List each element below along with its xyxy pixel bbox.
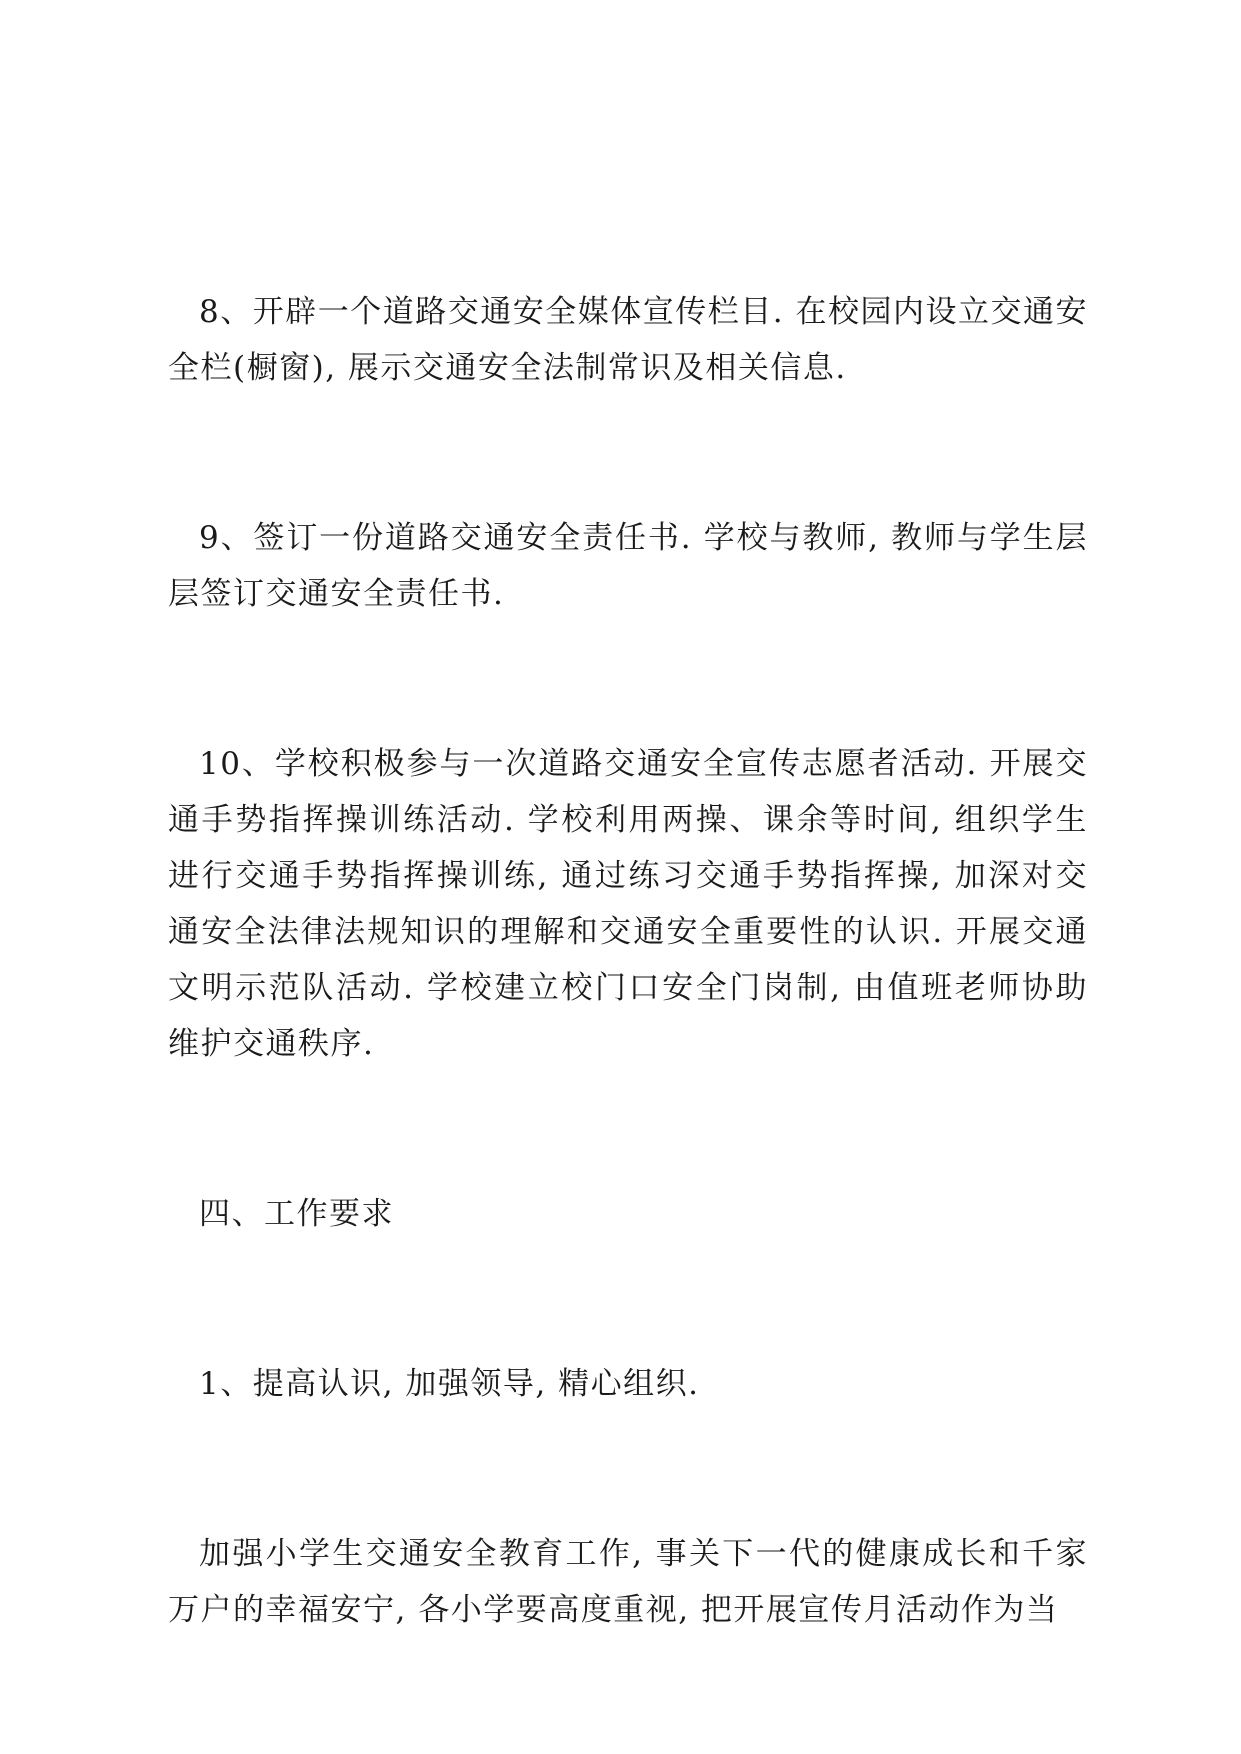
paragraph-item-8: 8、开辟一个道路交通安全媒体宣传栏目. 在校园内设立交通安全栏(橱窗), 展示交通安全法制常识及相关信息.: [168, 294, 1088, 386]
paragraph-item-10: 10、学校积极参与一次道路交通安全宣传志愿者活动. 开展交通手势指挥操训练活动. 学校利用两操、课余等时间, 组织学生进行交通手势指挥操训练, 通过练习交通手势指挥操, 加深对交通安全法律法规知识的理解和交通安全重要性的认识. 开展交通文明示范队活动. 学校建立校门口安全门岗制, 由值班老师协助维护交通秩序.: [168, 746, 1088, 1062]
document-body: [168, 284, 1088, 1752]
paragraph-requirement-1: 1、提高认识, 加强领导, 精心组织.: [199, 1366, 700, 1402]
section-heading-work-requirements: 四、工作要求: [199, 1196, 394, 1232]
paragraph-requirement-1-body: 加强小学生交通安全教育工作, 事关下一代的健康成长和千家万户的幸福安宁, 各小学要高度重视, 把开展宣传月活动作为当: [168, 1536, 1088, 1628]
paragraph-item-9: 9、签订一份道路交通安全责任书. 学校与教师, 教师与学生层层签订交通安全责任书.: [168, 520, 1088, 612]
